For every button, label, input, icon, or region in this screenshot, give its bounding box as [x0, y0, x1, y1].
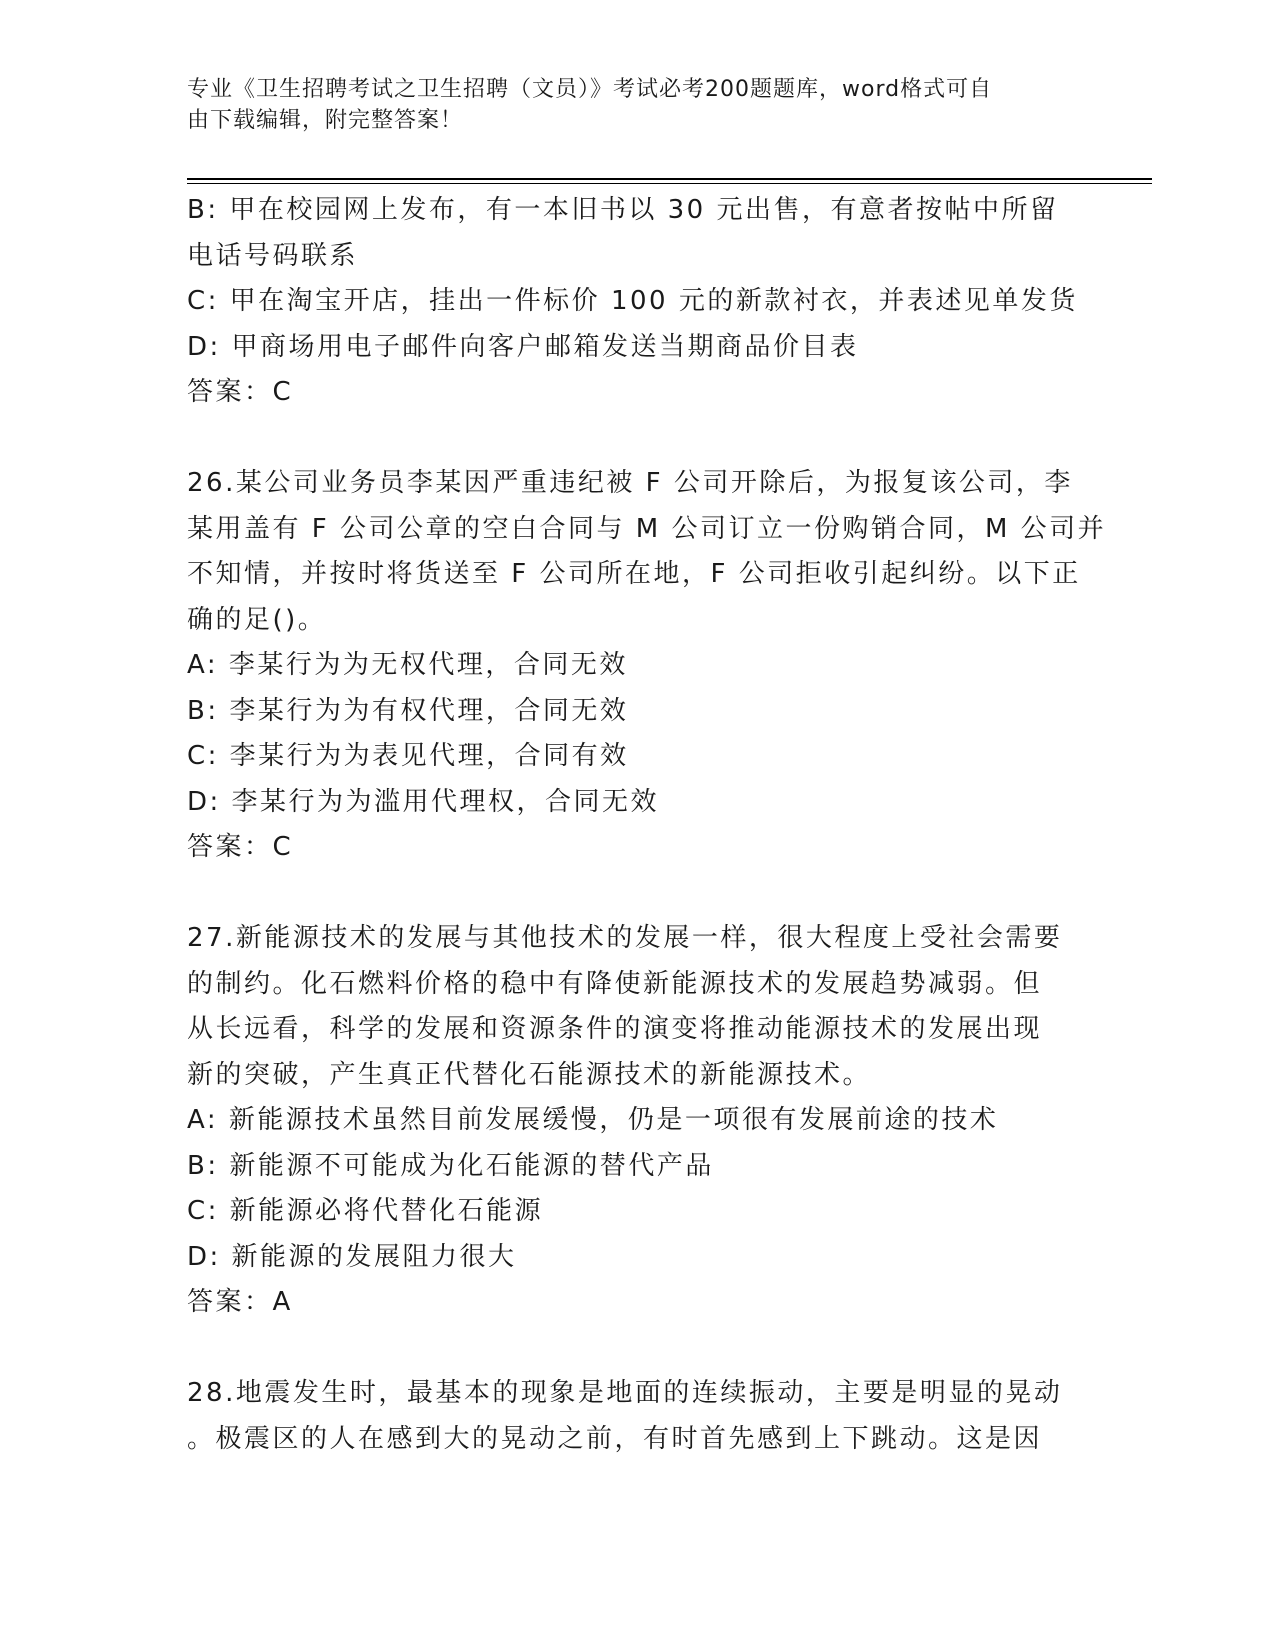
question-stem-line: 27.新能源技术的发展与其他技术的发展一样，很大程度上受社会需要	[187, 923, 1063, 953]
answer-label: 答案：C	[187, 377, 294, 407]
option-c: C: 新能源必将代替化石能源	[187, 1196, 544, 1226]
answer-label: 答案：C	[187, 832, 294, 862]
question-stem-line: 。极震区的人在感到大的晃动之前，有时首先感到上下跳动。这是因	[187, 1423, 1043, 1454]
option-c: C: 甲在淘宝开店，挂出一件标价 100 元的新款衬衣，并表述见单发货	[187, 286, 1078, 316]
header-line-1: 专业《卫生招聘考试之卫生招聘（文员）》考试必考200题题库，word格式可自	[187, 77, 993, 102]
question-stem-line: 28.地震发生时，最基本的现象是地面的连续振动，主要是明显的晃动	[187, 1378, 1063, 1408]
question-28	[187, 1371, 1087, 1462]
question-26	[187, 461, 1107, 871]
question-stem-line: 不知情，并按时将货送至 F 公司所在地，F 公司拒收引起纠纷。以下正	[187, 559, 1081, 589]
option-b: B: 新能源不可能成为化石能源的替代产品	[187, 1150, 714, 1181]
question-stem-line: 26.某公司业务员李某因严重违纪被 F 公司开除后，为报复该公司，李	[187, 468, 1073, 498]
option-d: D: 李某行为为滥用代理权，合同无效	[187, 786, 660, 817]
spacer	[187, 1326, 1087, 1372]
question-stem-line: 的制约。化石燃料价格的稳中有降使新能源技术的发展趋势减弱。但	[187, 968, 1043, 999]
option-a: A: 李某行为为无权代理，合同无效	[187, 650, 628, 680]
document-header	[187, 74, 1067, 136]
option-b: B: 李某行为为有权代理，合同无效	[187, 695, 629, 726]
question-content	[187, 188, 1107, 1462]
spacer	[187, 416, 1087, 462]
answer-label: 答案：A	[187, 1287, 293, 1317]
question-stem-line: 新的突破，产生真正代替化石能源技术的新能源技术。	[187, 1059, 872, 1090]
prev-question-block	[187, 188, 1087, 416]
spacer	[187, 871, 1087, 917]
option-c: C: 李某行为为表见代理，合同有效	[187, 741, 629, 771]
option-d: D: 新能源的发展阻力很大	[187, 1241, 517, 1272]
option-b-line-1: B: 甲在校园网上发布，有一本旧书以 30 元出售，有意者按帖中所留	[187, 195, 1059, 225]
header-rule-thin	[187, 183, 1152, 184]
header-line-2: 由下载编辑，附完整答案！	[187, 108, 464, 133]
question-stem-line: 某用盖有 F 公司公章的空白合同与 M 公司订立一份购销合同，M 公司并	[187, 513, 1107, 544]
option-b-line-2: 电话号码联系	[187, 240, 359, 271]
option-a: A: 新能源技术虽然目前发展缓慢，仍是一项很有发展前途的技术	[187, 1105, 999, 1135]
option-d: D: 甲商场用电子邮件向客户邮箱发送当期商品价目表	[187, 331, 859, 362]
question-stem-line: 从长远看，科学的发展和资源条件的演变将推动能源技术的发展出现	[187, 1014, 1043, 1044]
question-stem-line: 确的足()。	[187, 604, 327, 635]
question-27	[187, 916, 1087, 1326]
header-rule-thick	[187, 178, 1152, 180]
